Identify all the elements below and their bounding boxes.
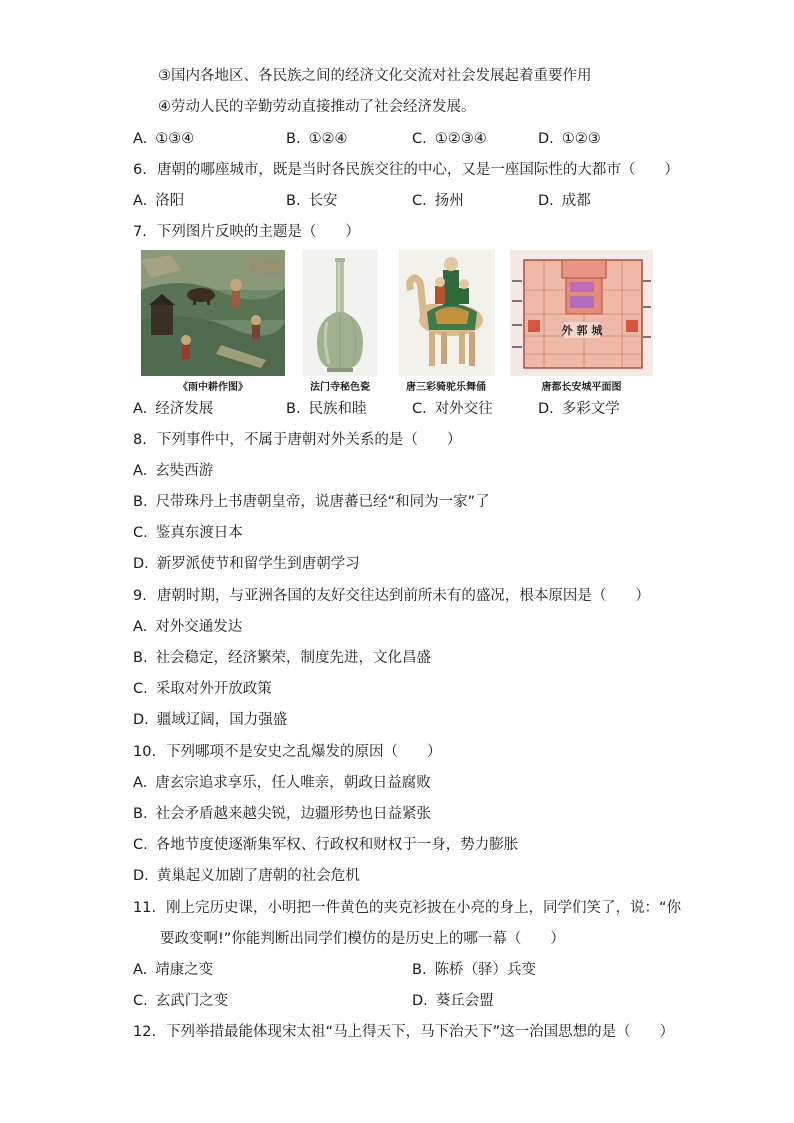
mural-painting-image: [141, 250, 285, 376]
camel-figurine-icon: [399, 250, 495, 376]
q7-option-c: C. 对外交往: [412, 401, 493, 417]
q5-option-a: A. ①③④: [133, 131, 195, 147]
q9-option-d: D. 疆域辽阔，国力强盛: [133, 712, 288, 728]
q8-option-b: B. 尺带珠丹上书唐朝皇帝，说唐蕃已经“和同为一家”了: [133, 494, 490, 510]
map-label: 外 郭 城: [561, 324, 603, 337]
city-map-icon: [510, 250, 653, 376]
celadon-vase-image: [303, 250, 377, 376]
q12-stem: 12. 下列举措最能体现宋太祖“马上得天下，马下治天下”这一治国思想的是（ ）: [133, 1024, 675, 1040]
q10-stem: 10. 下列哪项不是安史之乱爆发的原因（ ）: [133, 744, 442, 760]
camel-caption: 唐三彩骑驼乐舞俑: [406, 382, 486, 393]
q7-option-a: A. 经济发展: [133, 401, 214, 417]
q10-option-a: A. 唐玄宗追求享乐，任人唯亲，朝政日益腐败: [133, 775, 431, 791]
q8-option-c: C. 鉴真东渡日本: [133, 525, 243, 541]
q5-statement-3: ③国内各地区、各民族之间的经济文化交流对社会发展起着重要作用: [158, 68, 592, 84]
mural-caption: 《雨中耕作图》: [178, 382, 248, 393]
q10-option-d: D. 黄巢起义加剧了唐朝的社会危机: [133, 868, 360, 884]
q11-option-a: A. 靖康之变: [133, 962, 214, 978]
city-map-caption: 唐都长安城平面图: [541, 382, 622, 393]
q9-option-b: B. 社会稳定，经济繁荣，制度先进，文化昌盛: [133, 650, 432, 666]
camel-figurine-image: [399, 250, 495, 376]
q8-stem: 8. 下列事件中，不属于唐朝对外关系的是（ ）: [133, 432, 462, 448]
q10-option-c: C. 各地节度使逐渐集军权、行政权和财权于一身，势力膨胀: [133, 837, 519, 853]
q9-option-c: C. 采取对外开放政策: [133, 681, 272, 697]
q6-option-c: C. 扬州: [412, 193, 464, 209]
q11-stem-line-2: 要政变啊!”你能判断出同学们模仿的是历史上的哪一幕（ ）: [160, 931, 565, 947]
q8-option-a: A. 玄奘西游: [133, 463, 214, 479]
q11-option-b: B. 陈桥（驿）兵变: [412, 962, 537, 978]
q9-option-a: A. 对外交通发达: [133, 619, 243, 635]
q6-stem: 6. 唐朝的哪座城市，既是当时各民族交往的中心，又是一座国际性的大都市（ ）: [133, 162, 679, 178]
q7-option-d: D. 多彩文学: [538, 401, 620, 417]
q5-statement-4: ④劳动人民的辛勤劳动直接推动了社会经济发展。: [158, 99, 476, 115]
q6-option-a: A. 洛阳: [133, 193, 185, 209]
q8-option-d: D. 新罗派使节和留学生到唐朝学习: [133, 556, 360, 572]
q11-option-c: C. 玄武门之变: [133, 993, 229, 1009]
q5-option-b: B. ①②④: [286, 131, 348, 147]
q5-option-d: D. ①②③: [538, 131, 601, 147]
q7-stem: 7. 下列图片反映的主题是（ ）: [133, 224, 360, 240]
q7-option-b: B. 民族和睦: [286, 401, 367, 417]
celadon-caption: 法门寺秘色瓷: [310, 382, 370, 393]
q6-option-d: D. 成都: [538, 193, 591, 209]
city-map-image: [510, 250, 653, 376]
q6-option-b: B. 长安: [286, 193, 338, 209]
q11-stem-line-1: 11. 刚上完历史课，小明把一件黄色的夹克衫披在小亮的身上，同学们笑了，说：“你: [133, 900, 682, 916]
q11-option-d: D. 葵丘会盟: [412, 993, 494, 1009]
celadon-vase-icon: [303, 250, 377, 376]
q5-option-c: C. ①②③④: [412, 131, 487, 147]
q10-option-b: B. 社会矛盾越来越尖锐，边疆形势也日益紧张: [133, 806, 432, 822]
mural-painting-icon: [141, 250, 285, 376]
q9-stem: 9. 唐朝时期，与亚洲各国的友好交往达到前所未有的盛况，根本原因是（ ）: [133, 588, 650, 604]
